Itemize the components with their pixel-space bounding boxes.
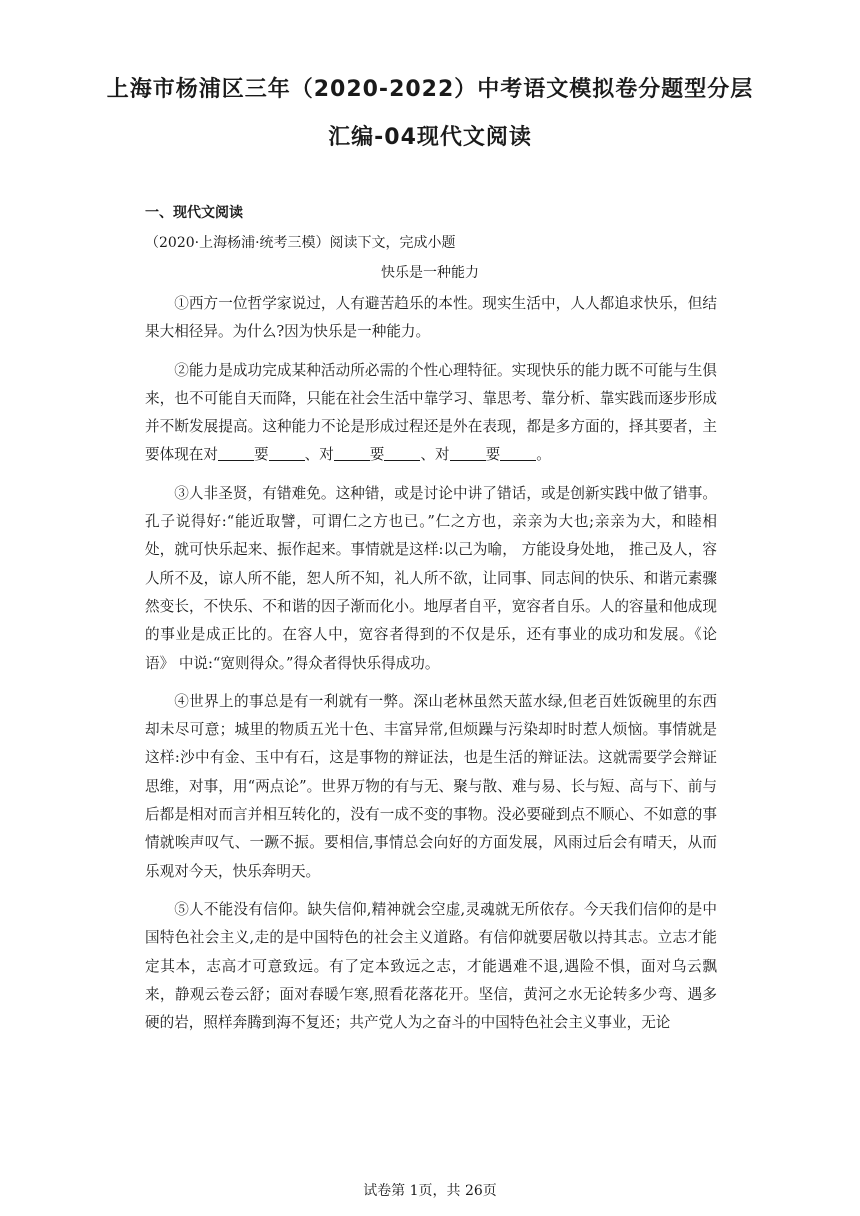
- document-title-line-1: 上海市杨浦区三年（2020-2022）中考语文模拟卷分题型分层: [106, 77, 754, 102]
- paragraph-2-word: 要: [485, 446, 501, 464]
- fill-blank-4: [384, 446, 420, 462]
- fill-blank-2: [269, 446, 305, 462]
- fill-blank-5: [450, 446, 486, 462]
- fill-blank-3: [334, 446, 370, 462]
- paragraph-1: ①西方一位哲学家说过，人有避苦趋乐的本性。现实生活中，人人都追求快乐，但结果大相径异。为什么?因为快乐是一种能力。: [145, 295, 717, 341]
- paragraph-2: [145, 357, 717, 470]
- paragraph-2-word: 、对: [304, 446, 334, 464]
- paragraph-3: ③人非圣贤，有错难免。这种错，或是讨论中讲了错话，或是创新实践中做了错事。孔子说得好:“能近取譬，可谓仁之方也已。”仁之方也，亲亲为大也;亲亲为大，和睦相处，就可快乐起来、振作起来。事情就是这样:以己为喻， 方能设身处地， 推己及人，容人所不及，谅人所不能，恕人所不知，礼人所不欲，让同事、同志间的快乐、和谐元素骤然变长，不快乐、不和谐的因子渐而化小。地厚者自平，宽容者自乐。人的容量和他成现的事业是成正比的。在容人中，宽容者得到的不仅是乐，还有事业的成功和发展。《论语》 中说:“宽则得众。”得众者得快乐得成功。: [145, 484, 717, 672]
- paragraph-5: ⑤人不能没有信仰。缺失信仰,精神就会空虚,灵魂就无所依存。今天我们信仰的是中国特色社会主义,走的是中国特色的社会主义道路。有信仰就要居敬以持其志。立志才能定其本，志高才可意致远。有了定本致远之志，才能遇难不退,遇险不惧，面对乌云飘来，静观云卷云舒；面对春暖乍寒,照看花落花开。坚信，黄河之水无论转多少弯、遇多硬的岩，照样奔腾到海不复还；共产党人为之奋斗的中国特色社会主义事业，无论: [145, 900, 717, 1032]
- article-body: [145, 290, 717, 1047]
- article-title: 快乐是一种能力: [381, 265, 479, 281]
- paragraph-2-word: 要: [253, 446, 269, 464]
- paragraph-4: ④世界上的事总是有一利就有一弊。深山老林虽然天蓝水绿,但老百姓饭碗里的东西却未尽可意；城里的物质五光十色、丰富异常,但烦躁与污染却时时惹人烦恼。事情就是这样:沙中有金、玉中有石，这是事物的辩证法，也是生活的辩证法。这就需要学会辩证思维，对事，用“两点论”。世界万物的有与无、聚与散、难与易、长与短、高与下、前与后都是相对而言并相互转化的，没有一成不变的事物。没必要碰到点不顺心、不如意的事情就唉声叹气、一蹶不振。要相信,事情总会向好的方面发展，风雨过后会有晴天，从而乐观对今天，快乐奔明天。: [145, 692, 717, 880]
- page-footer: 试卷第 1页，共 26页: [363, 1183, 497, 1199]
- paragraph-2-word: 要: [369, 446, 385, 464]
- paragraph-2-word: 、对: [420, 446, 450, 464]
- paragraph-2-end: 。: [536, 446, 551, 464]
- question-source: （2020·上海杨浦·统考三模）阅读下文，完成小题: [145, 235, 456, 251]
- fill-blank-6: [500, 446, 536, 462]
- paragraph-2-text: ②能力是成功完成某种活动所必需的个性心理特征。实现快乐的能力既不可能与生俱来，也不可能自天而降，只能在社会生活中靠学习、靠思考、靠分析、靠实践而逐步形成并不断发展提高。这种能力不论是形成过程还是外在表现，都是多方面的，择其要者，主要体现在对: [145, 361, 717, 464]
- section-heading: 一、现代文阅读: [145, 205, 243, 221]
- document-title-line-2: 汇编-04现代文阅读: [328, 125, 532, 150]
- fill-blank-1: [218, 446, 254, 462]
